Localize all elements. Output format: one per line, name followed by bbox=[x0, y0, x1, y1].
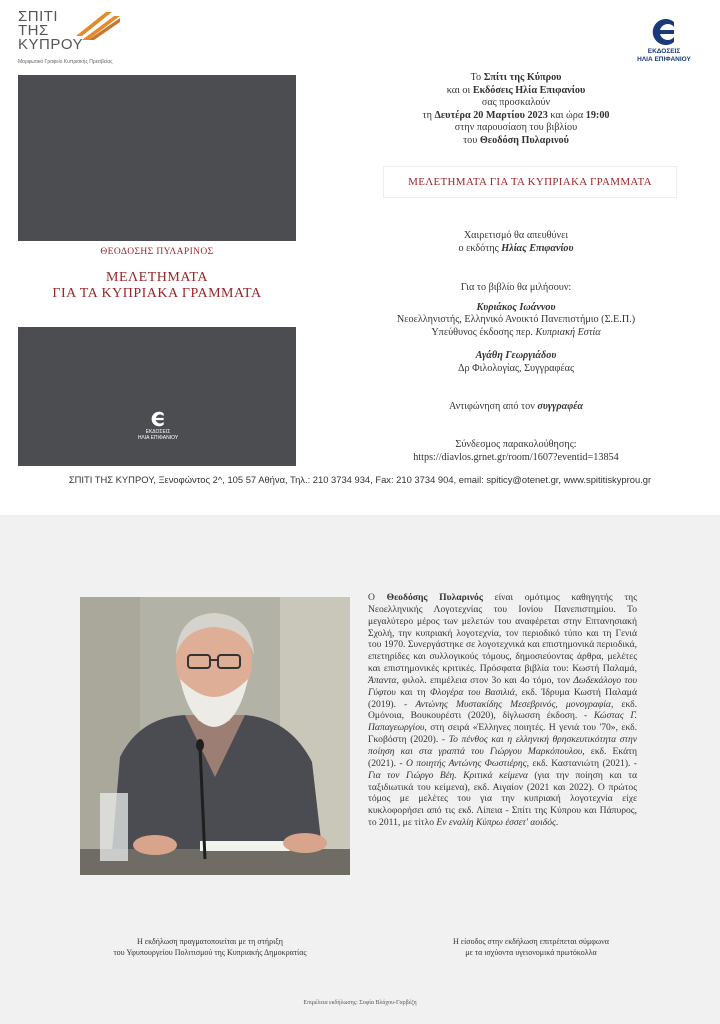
bio-text: και τη bbox=[395, 686, 430, 698]
inv-line-3: σας προσκαλούν bbox=[481, 97, 551, 108]
publisher-e-icon bbox=[149, 411, 167, 427]
support-note-line-1: Η εκδήλωση πραγματοποιείται με τη στήριξη bbox=[137, 937, 283, 946]
inv-text: και ώρα bbox=[547, 109, 586, 121]
inv-text: του bbox=[463, 134, 480, 146]
bio-text: (για την ποίηση και τα ταξιδιωτικά του κείμενα), εκδ. Αιγαίον (2021 και 2022). Ο πρώτος τόμος με μελέτες του για την κυπριακή λογοτεχνία είχε κυκλοφορήσει από τις εκδ. Λίπεια - Σπίτι της Κύπρου και Πάπυρος, το 2011, με τίτλο bbox=[368, 769, 637, 829]
speaker-1-role-2 bbox=[330, 327, 702, 340]
greeting-line-2 bbox=[330, 243, 702, 256]
bio-text: , εκδ. Καστανιώτη (2021). - bbox=[526, 757, 638, 769]
entry-note bbox=[396, 936, 666, 958]
speaker-name: Αγάθη Γεωργιάδου bbox=[475, 350, 557, 361]
orange-stripes-icon bbox=[74, 10, 120, 40]
response-text bbox=[330, 401, 702, 414]
response-pre: Αντιφώνηση από τον bbox=[448, 401, 538, 412]
book-title-line-2: ΓΙΑ ΤΑ ΚΥΠΡΙΑΚΑ ΓΡΑΜΜΑΤΑ bbox=[52, 286, 262, 301]
journal-name: Κυπριακή Εστία bbox=[535, 326, 601, 338]
inv-line-2 bbox=[330, 85, 702, 98]
link-label: Σύνδεσμος παρακολούθησης: bbox=[455, 439, 577, 450]
speaker-2-name bbox=[330, 350, 702, 363]
speaker-name: Κυριάκος Ιωάννου bbox=[476, 301, 556, 313]
support-note bbox=[60, 936, 360, 958]
inv-text: Το bbox=[470, 72, 484, 83]
author-portrait-image bbox=[80, 597, 350, 875]
bio-book-title: Ο ποιητής Αντώνης Φωστιέρης bbox=[405, 757, 527, 769]
speakers-intro: Για το βιβλίο θα μιλήσουν: bbox=[460, 282, 572, 293]
bio-book-title: Κώστας Γ. Παπαγεωργίου bbox=[368, 710, 637, 734]
speaker-text: Υπεύθυνος έκδοσης περ. bbox=[431, 326, 536, 338]
publisher-line-2: ΗΛΙΑ ΕΠΙΦΑΝΙΟΥ bbox=[637, 56, 691, 63]
author-name: Θεοδόση Πυλαρινού bbox=[479, 134, 569, 146]
page-gap bbox=[0, 497, 720, 515]
inv-text: και οι bbox=[446, 84, 473, 96]
publisher-line-1: ΕΚΔΟΣΕΙΣ bbox=[647, 48, 681, 55]
speaker-1-role: Νεοελληνιστής, Ελληνικό Ανοικτό Πανεπιστήμιο (Σ.Ε.Π.) bbox=[396, 314, 636, 325]
bio-book-title: Αντώνης Μυστακίδης Μεσεβρινός, μονογραφία bbox=[415, 698, 611, 710]
book-title-box: ΜΕΛΕΤΗΜΑΤΑ ΓΙΑ ΤΑ ΚΥΠΡΙΑΚΑ ΓΡΑΜΜΑΤΑ bbox=[383, 166, 677, 198]
event-editor-credit: Επιμέλεια εκδήλωσης: Σοφία Βλάχου-Γαρβέζη bbox=[303, 1000, 417, 1006]
greeting-line-1: Χαιρετισμό θα απευθύνει bbox=[463, 230, 569, 241]
bio-book-title: Εν εναλίη Κύπρω έσσετ' αοιδός bbox=[436, 817, 556, 829]
publisher-logo bbox=[634, 18, 694, 64]
book-author: ΘΕΟΔΟΣΗΣ ΠΥΛΑΡΙΝΟΣ bbox=[100, 247, 214, 257]
contact-footer: ΣΠΙΤΙ ΤΗΣ ΚΥΠΡΟΥ, Ξενοφώντος 2^, 105 57 Αθήνα, Τηλ.: 210 3734 934, Fax: 210 3734 904, email: spiticy@otenet.gr, www.spititiskyprou.gr bbox=[68, 474, 652, 485]
bio-author-name: Θεοδόσης Πυλαρινός bbox=[386, 592, 483, 603]
book-publisher-line-2: ΗΛΙΑ ΕΠΙΦΑΝΙΟΥ bbox=[137, 435, 179, 441]
publisher-name: Ηλίας Επιφανίου bbox=[501, 242, 574, 254]
inv-line-1 bbox=[330, 72, 702, 85]
bio-text: , εκδ. Ομόνοια, Βουκουρέστι (2020), δίγλωσση έκδοση. - bbox=[368, 698, 638, 722]
book-cover bbox=[18, 75, 296, 466]
entry-note-line-1: Η είσοδος στην εκδήλωση επιτρέπεται σύμφωνα bbox=[452, 937, 609, 946]
inv-line-5: στην παρουσίαση του βιβλίου bbox=[454, 122, 578, 133]
stream-link[interactable]: https://diavlos.grnet.gr/room/1607?eventid=13854 bbox=[413, 451, 619, 463]
bio-book-title: Το πένθος και η ελληνική θρησκευτικότητα στην ποίηση και στα γραπτά του Γιώργου Μαρκόπουλου bbox=[368, 734, 637, 757]
invitation-text bbox=[330, 72, 702, 147]
book-publisher bbox=[118, 411, 198, 441]
author-photo bbox=[80, 597, 350, 875]
logo-line-3: ΚΥΠΡΟΥ bbox=[18, 36, 84, 53]
bio-book-title: Για τον Γιώργο Βέη. Κριτικά κείμενα bbox=[368, 769, 528, 781]
bio-book-title: Άπαντα bbox=[368, 674, 397, 686]
response-bold: συγγραφέα bbox=[537, 401, 583, 412]
speaker-2-role: Δρ Φιλολογίας, Συγγραφέας bbox=[457, 362, 575, 374]
support-note-line-2: του Υφυπουργείου Πολιτισμού της Κυπριακής Δημοκρατίας bbox=[113, 948, 307, 957]
bio-text: , εκδ. Ίδρυμα Κωστή Παλαμά (2019). - bbox=[368, 686, 637, 710]
link-block bbox=[330, 439, 702, 464]
bio-text: είναι ομότιμος καθηγητής της Νεοελληνικής Λογοτεχνίας του Ιονίου Πανεπιστημίου. Το μεγαλύτερο μέρος των μελετών του αναφέρεται στην Επτανησιακή Σχολή, την κυπριακή λογοτεχνία, τον περιοδικό τύπο και τη Γενιά του 1970. Συνεργάστηκε σε λογοτεχνικά και επιστημονικά περιοδικά, επετηρίδες και συλλογικούς τόμους, δημοσιεύοντας άρθρα, μελέτες και επιστημονικές κριτικές. Πρόσφατα βιβλία του: Κωστή Παλαμά, bbox=[368, 592, 637, 675]
inv-text: τη bbox=[422, 109, 435, 121]
greeting-text: ο εκδότης bbox=[458, 242, 502, 254]
speaker-1-name bbox=[330, 302, 702, 315]
speakers-block bbox=[330, 282, 702, 375]
logo-line-2: ΤΗΣ bbox=[18, 22, 49, 39]
event-date: Δευτέρα 20 Μαρτίου 2023 bbox=[434, 109, 548, 121]
publisher-e-icon bbox=[648, 18, 680, 46]
bio-text: Ο bbox=[368, 592, 387, 603]
inv-bold: Εκδόσεις Ηλία Επιφανίου bbox=[472, 84, 586, 96]
bio-text: , φιλολ. επιμέλεια στον 3ο και 4ο τόμο, τον bbox=[396, 674, 574, 686]
bio-text: . bbox=[555, 817, 559, 829]
bio-text: , εκδ. Εκάτη (2021). - bbox=[368, 745, 637, 769]
book-title-line-1: ΜΕΛΕΤΗΜΑΤΑ bbox=[106, 270, 208, 285]
inv-line-6 bbox=[330, 135, 702, 148]
greeting-block bbox=[330, 230, 702, 255]
book-title bbox=[18, 270, 296, 302]
bio-book-title: Φλογέρα του Βασιλιά bbox=[429, 686, 515, 698]
logo-subtitle: Μορφωτικό Γραφείο Κυπριακής Πρεσβείας bbox=[18, 59, 113, 65]
bio-book-title: Δωδεκάλογο του Γύφτου bbox=[368, 674, 637, 698]
event-time: 19:00 bbox=[585, 109, 610, 121]
response-line bbox=[330, 401, 702, 414]
inv-line-4 bbox=[330, 110, 702, 123]
logo-line-1: ΣΠΙΤΙ bbox=[18, 8, 59, 25]
author-bio bbox=[368, 592, 637, 829]
inv-bold: Σπίτι της Κύπρου bbox=[483, 72, 562, 83]
book-publisher-line-1: ΕΚΔΟΣΕΙΣ bbox=[145, 429, 171, 435]
bio-text: , στη σειρά «Έλληνες ποιητές. Η γενιά του '70», εκδ. Γκοβόστη (2020). - bbox=[368, 722, 637, 746]
entry-note-line-2: με τα ισχύοντα υγειονομικά πρωτόκολλα bbox=[465, 948, 597, 957]
